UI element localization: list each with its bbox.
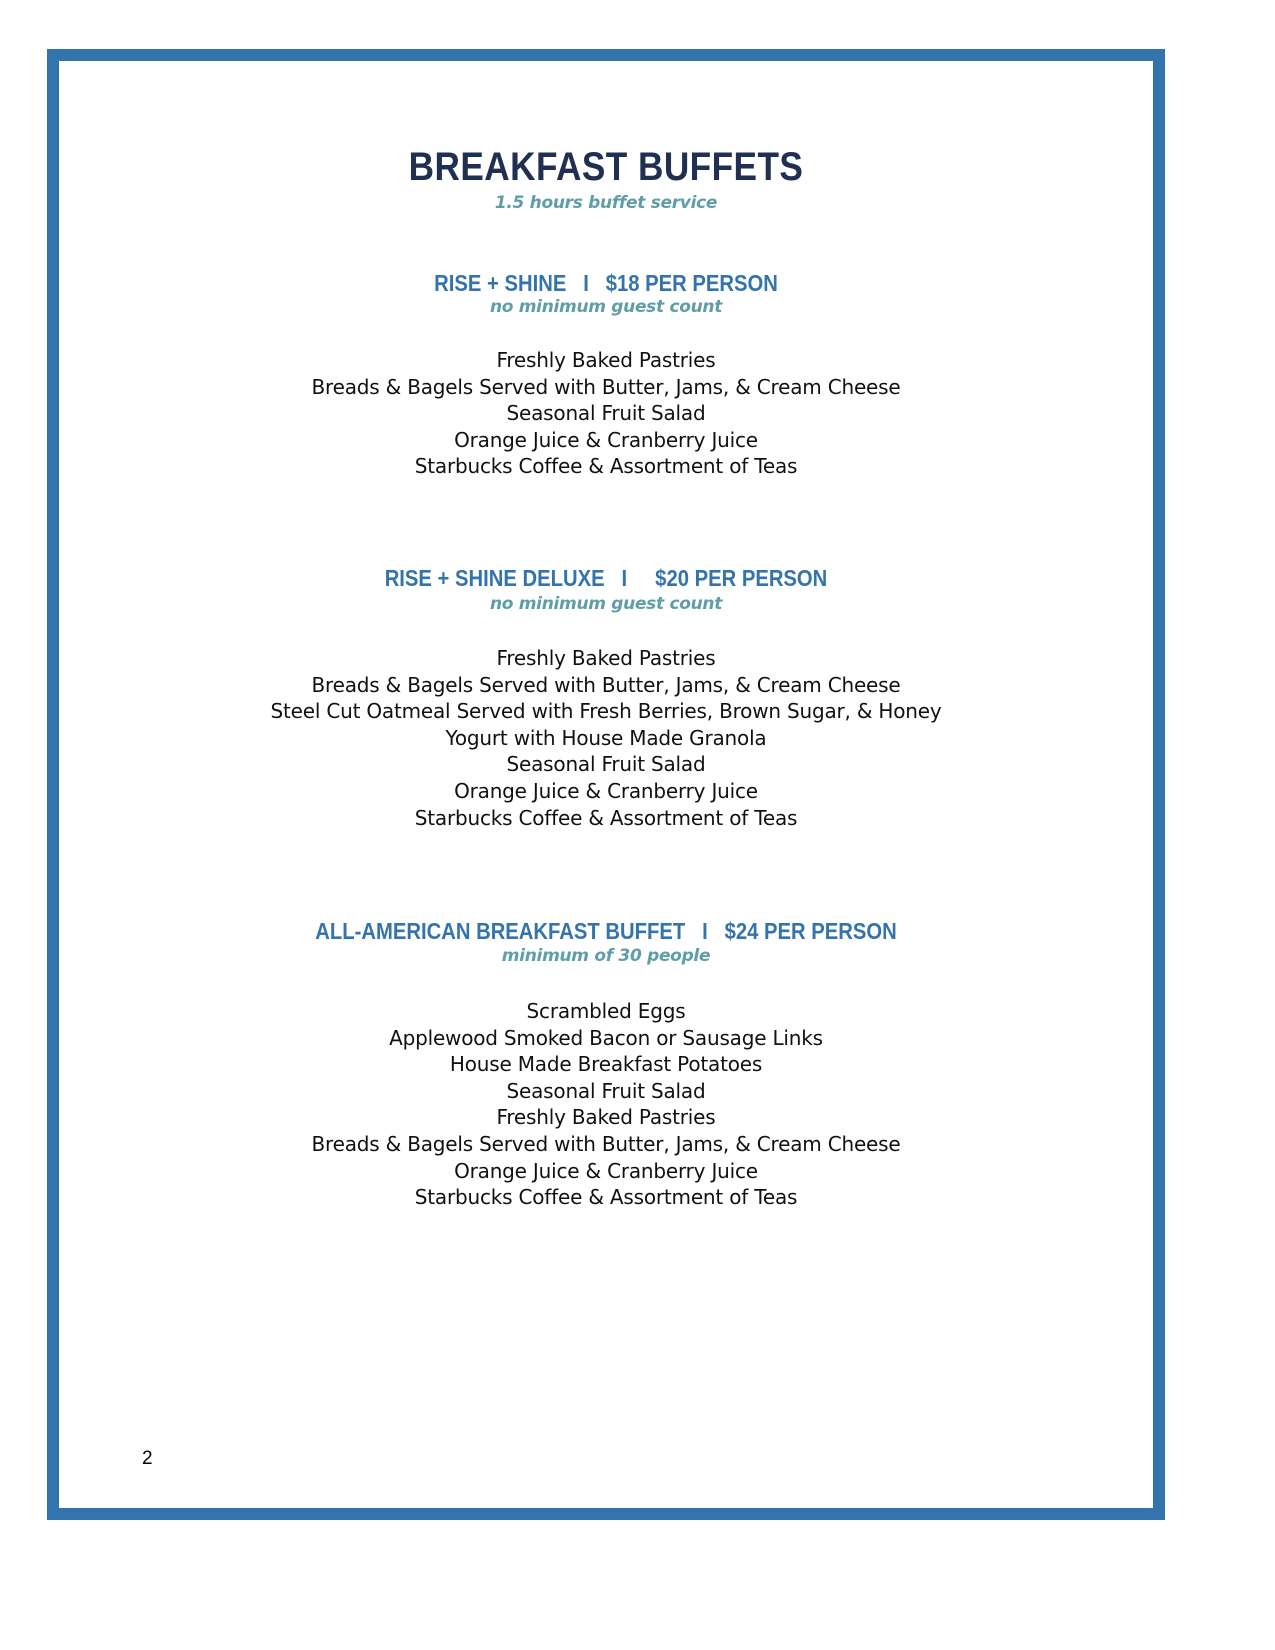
menu-item: Starbucks Coffee & Assortment of Teas bbox=[414, 454, 798, 478]
menu-item: Scrambled Eggs bbox=[526, 999, 686, 1023]
menu-item: Seasonal Fruit Salad bbox=[506, 752, 706, 776]
menu-item: Breads & Bagels Served with Butter, Jams, & Cream Cheese bbox=[311, 673, 901, 697]
menu-item: Starbucks Coffee & Assortment of Teas bbox=[414, 806, 798, 830]
section-heading: RISE + SHINE DELUXE I $20 PER PERSON bbox=[384, 565, 828, 591]
section-note: no minimum guest count bbox=[489, 594, 723, 614]
menu-item: Breads & Bagels Served with Butter, Jams, & Cream Cheese bbox=[311, 1132, 901, 1156]
section-heading: ALL-AMERICAN BREAKFAST BUFFET I $24 PER PERSON bbox=[315, 918, 897, 944]
menu-item: Yogurt with House Made Granola bbox=[445, 726, 767, 750]
menu-item: Seasonal Fruit Salad bbox=[506, 401, 706, 425]
menu-item: House Made Breakfast Potatoes bbox=[449, 1052, 763, 1076]
menu-item: Orange Juice & Cranberry Juice bbox=[454, 779, 758, 803]
menu-item: Applewood Smoked Bacon or Sausage Links bbox=[389, 1026, 823, 1050]
menu-item: Freshly Baked Pastries bbox=[496, 1105, 716, 1129]
menu-item: Freshly Baked Pastries bbox=[496, 646, 716, 670]
section-note: minimum of 30 people bbox=[501, 946, 711, 966]
menu-item: Starbucks Coffee & Assortment of Teas bbox=[414, 1185, 798, 1209]
menu-item: Seasonal Fruit Salad bbox=[506, 1079, 706, 1103]
menu-item: Breads & Bagels Served with Butter, Jams, & Cream Cheese bbox=[311, 375, 901, 399]
menu-item: Steel Cut Oatmeal Served with Fresh Berries, Brown Sugar, & Honey bbox=[270, 699, 942, 723]
menu-item: Orange Juice & Cranberry Juice bbox=[454, 428, 758, 452]
menu-item: Freshly Baked Pastries bbox=[496, 348, 716, 372]
section-heading: RISE + SHINE I $18 PER PERSON bbox=[434, 270, 778, 296]
page-number: 2 bbox=[142, 1448, 153, 1469]
page-title: BREAKFAST BUFFETS bbox=[408, 145, 804, 189]
section-note: no minimum guest count bbox=[489, 297, 723, 317]
page-subtitle: 1.5 hours buffet service bbox=[494, 193, 718, 213]
menu-item: Orange Juice & Cranberry Juice bbox=[454, 1159, 758, 1183]
